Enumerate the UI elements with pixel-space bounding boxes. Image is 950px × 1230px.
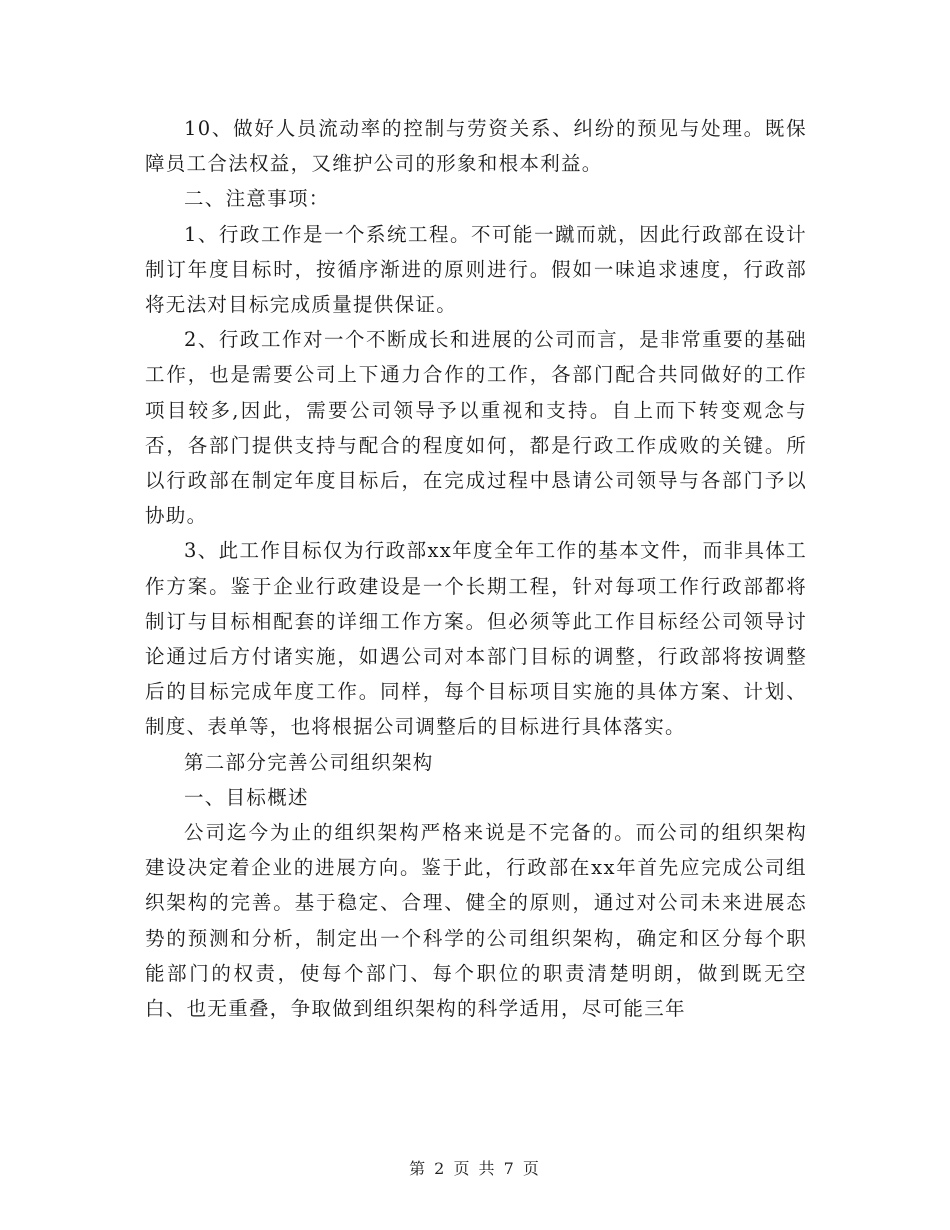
paragraph-note-3: 3、此工作目标仅为行政部xx年度全年工作的基本文件，而非具体工作方案。鉴于企业行政建设是一个长期工程，针对每项工作行政部都将制订与目标相配套的详细工作方案。但必须等此工作目标经公司领导讨论通过后方付诸实施，如遇公司对本部门目标的调整，行政部将按调整后的目标完成年度工作。同样，每个目标项目实施的具体方案、计划、制度、表单等，也将根据公司调整后的目标进行具体落实。 [145,539,807,739]
section-heading-notes: 二、注意事项： [184,187,330,211]
paragraph-note-1: 1、行政工作是一个系统工程。不可能一蹴而就，因此行政部在设计制订年度目标时，按循序渐进的原则进行。假如一味追求速度，行政部将无法对目标完成质量提供保证。 [145,222,807,317]
paragraph-note-2: 2、行政工作对一个不断成长和进展的公司而言，是非常重要的基础工作，也是需要公司上下通力合作的工作，各部门配合共同做好的工作项目较多,因此，需要公司领导予以重视和支持。自上而下转变观念与否，各部门提供支持与配合的程度如何，都是行政工作成败的关键。所以行政部在制定年度目标后，在完成过程中恳请公司领导与各部门予以协助。 [145,328,807,528]
section-heading-overview: 一、目标概述 [184,785,309,809]
document-body [145,111,807,1026]
page-footer: 第 2 页 共 7 页 [409,1159,541,1178]
paragraph-overview: 公司迄今为止的组织架构严格来说是不完备的。而公司的组织架构建设决定着企业的进展方向。鉴于此，行政部在xx年首先应完成公司组织架构的完善。基于稳定、合理、健全的原则，通过对公司未来进展态势的预测和分析，制定出一个科学的公司组织架构，确定和区分每个职能部门的权责，使每个部门、每个职位的职责清楚明朗，做到既无空白、也无重叠，争取做到组织架构的科学适用，尽可能三年 [145,821,807,1021]
paragraph-item-10: 10、做好人员流动率的控制与劳资关系、纠纷的预见与处理。既保障员工合法权益，又维护公司的形象和根本利益。 [145,117,807,176]
part-heading: 第二部分完善公司组织架构 [184,750,434,774]
